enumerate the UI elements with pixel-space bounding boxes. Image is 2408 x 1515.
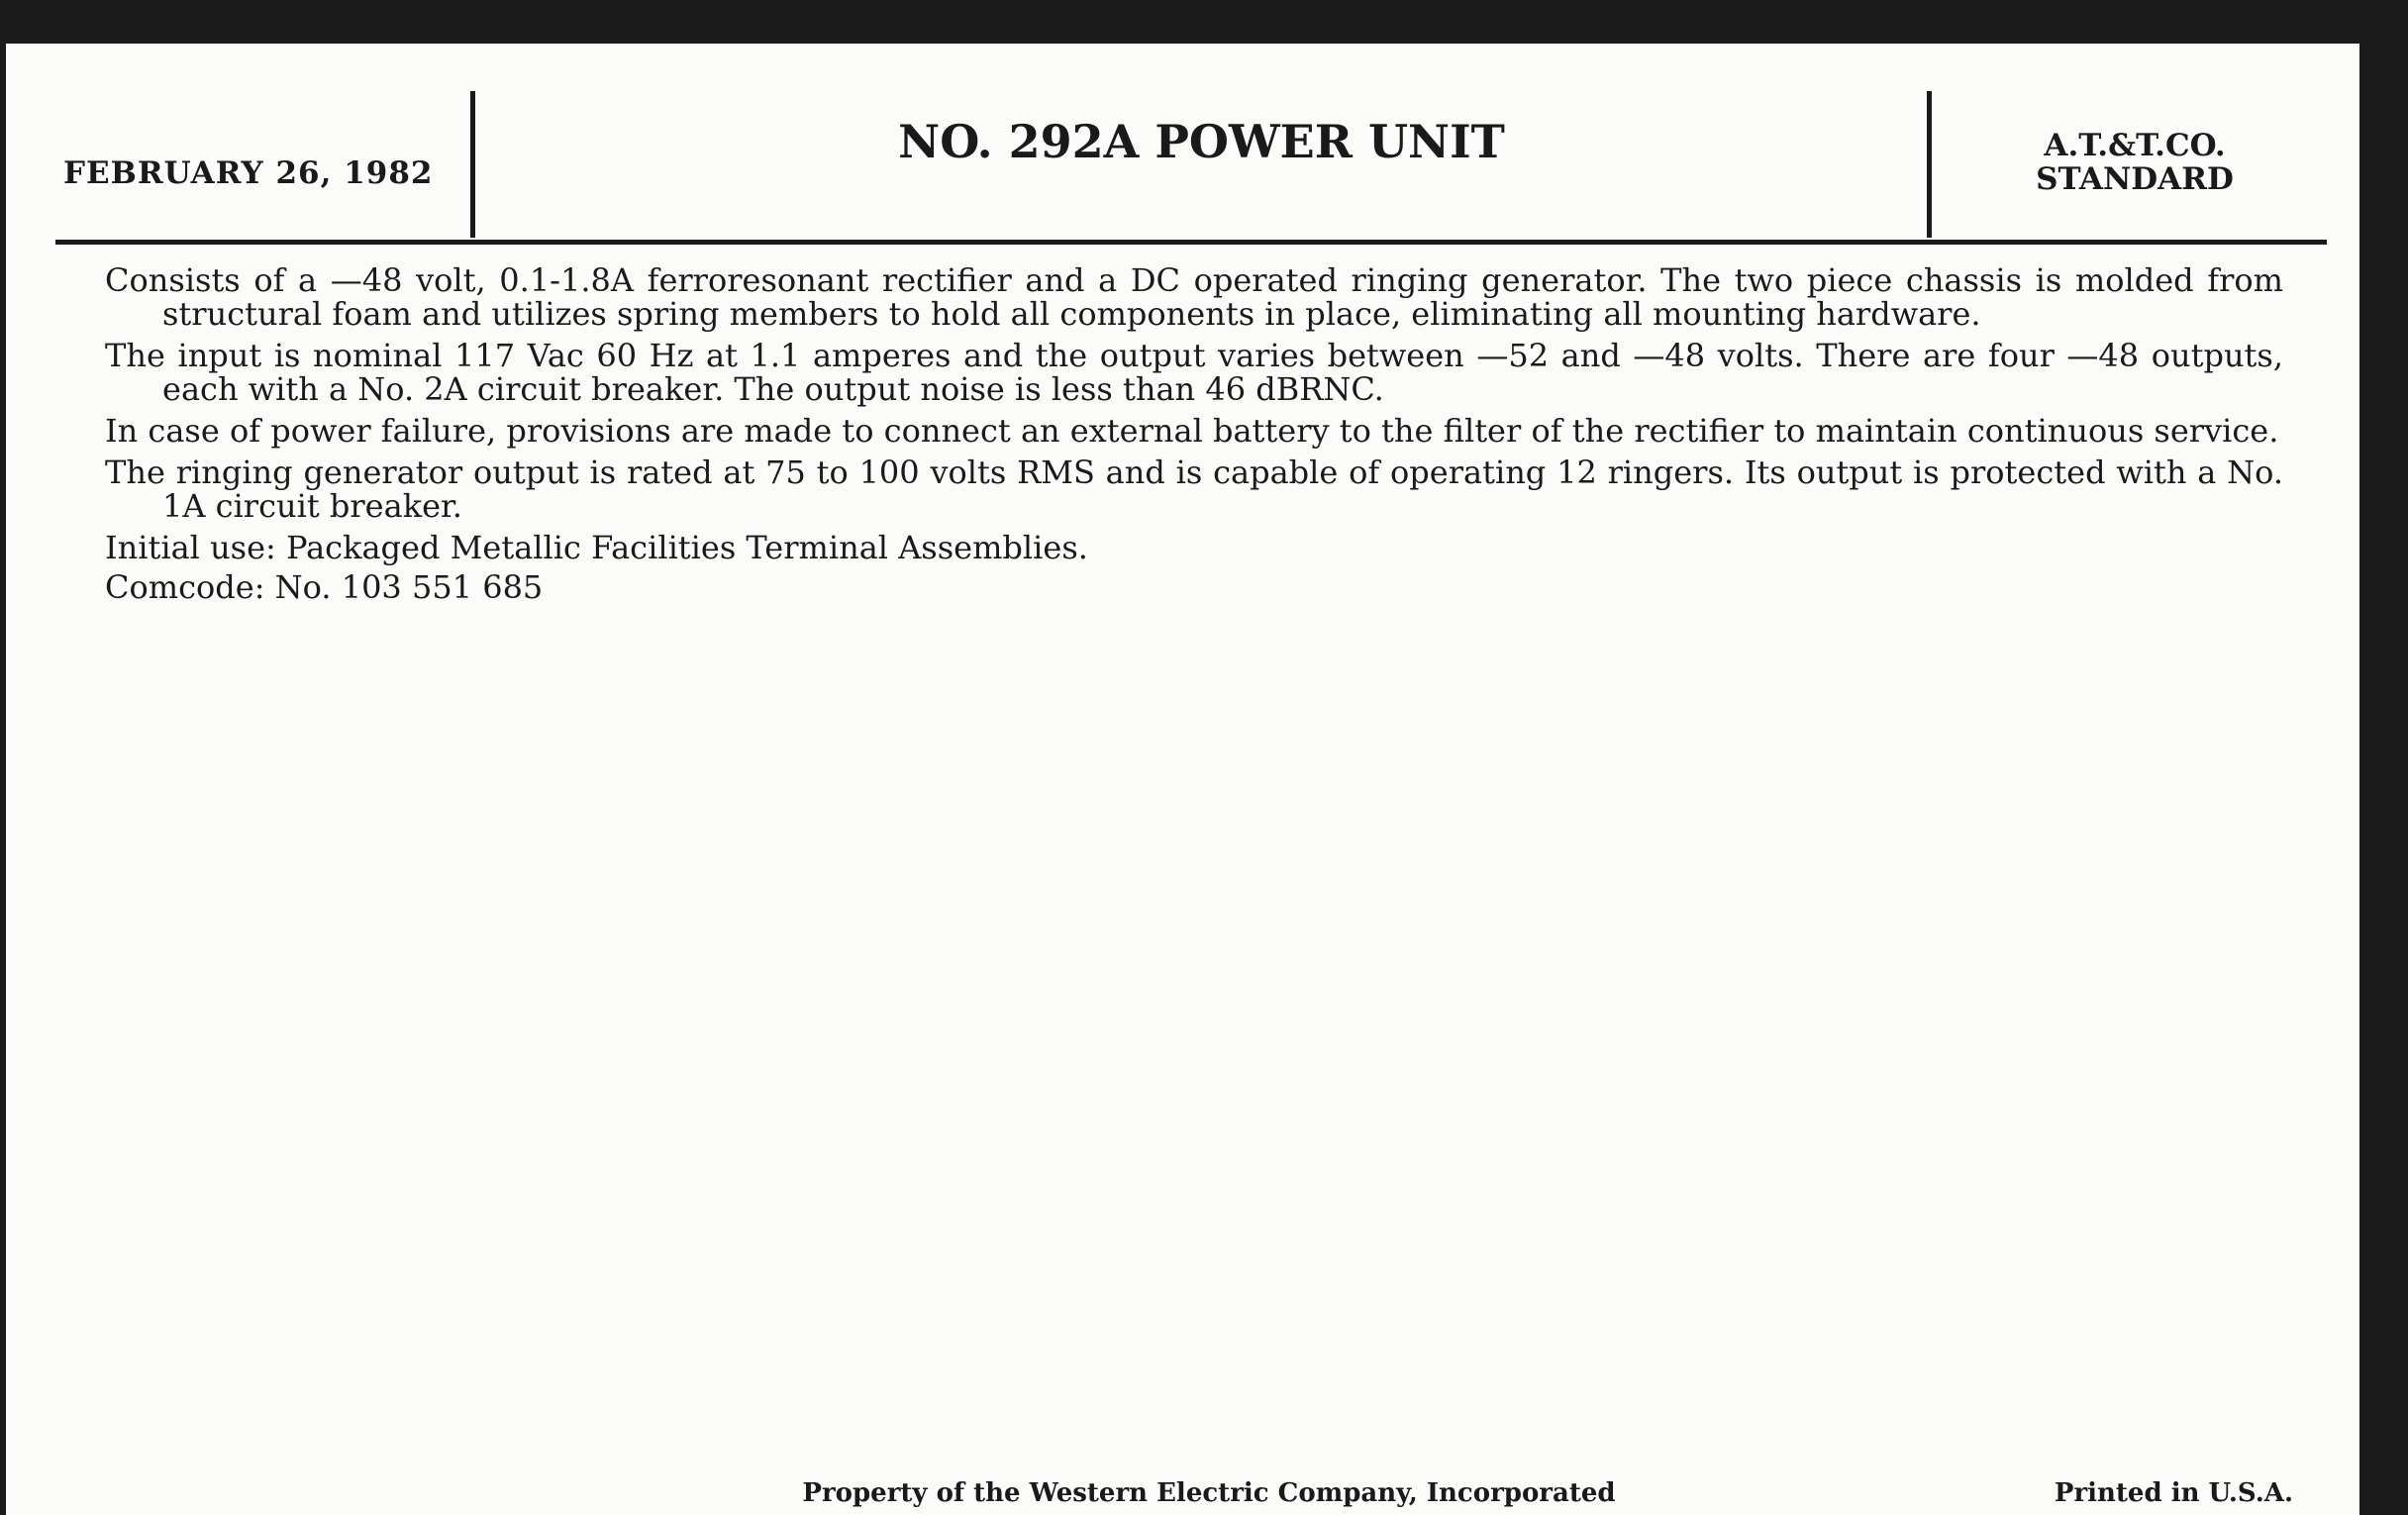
- header-divider-left: [470, 91, 475, 238]
- paragraph-initial-use: Initial use: Packaged Metallic Facilities Terminal Assemblies.: [105, 529, 1088, 566]
- header-divider-right: [1927, 91, 1932, 238]
- document-card: [6, 44, 2359, 1515]
- standard-line-1: A.T.&T.CO.: [2044, 128, 2226, 163]
- header-rule: [55, 240, 2327, 245]
- paragraph-comcode: Comcode: No. 103 551 685: [105, 568, 544, 606]
- standard-line-2: STANDARD: [2036, 161, 2234, 197]
- header-standard: [1937, 129, 2333, 196]
- scan-top-border: [0, 0, 2408, 44]
- scan-right-border: [2365, 0, 2408, 1515]
- footer-property: Property of the Western Electric Company, Incorporated: [802, 1478, 1616, 1508]
- page-title: NO. 292A POWER UNIT: [898, 115, 1505, 168]
- description-body: [105, 263, 2283, 610]
- footer-printed: Printed in U.S.A.: [2054, 1478, 2293, 1508]
- paragraph-ringing-generator: The ringing generator output is rated at 75 to 100 volts RMS and is capable of operating 12 ringers. Its output is protected with a No. 1A circuit breaker.: [105, 454, 2283, 525]
- header-date: FEBRUARY 26, 1982: [63, 155, 434, 191]
- paragraph-power-failure: In case of power failure, provisions are made to connect an external battery to the filter of the rectifier to maintain continuous service.: [105, 412, 2279, 450]
- paragraph-description: Consists of a —48 volt, 0.1-1.8A ferroresonant rectifier and a DC operated ringing generator. The two piece chassis is molded from structural foam and utilizes spring members to hold all components in place, eliminating all mounting hardware.: [105, 261, 2283, 333]
- paragraph-input-output: The input is nominal 117 Vac 60 Hz at 1.1 amperes and the output varies between —52 and —48 volts. There are four —48 outputs, each with a No. 2A circuit breaker. The output noise is less than 46 dBRNC.: [105, 337, 2283, 408]
